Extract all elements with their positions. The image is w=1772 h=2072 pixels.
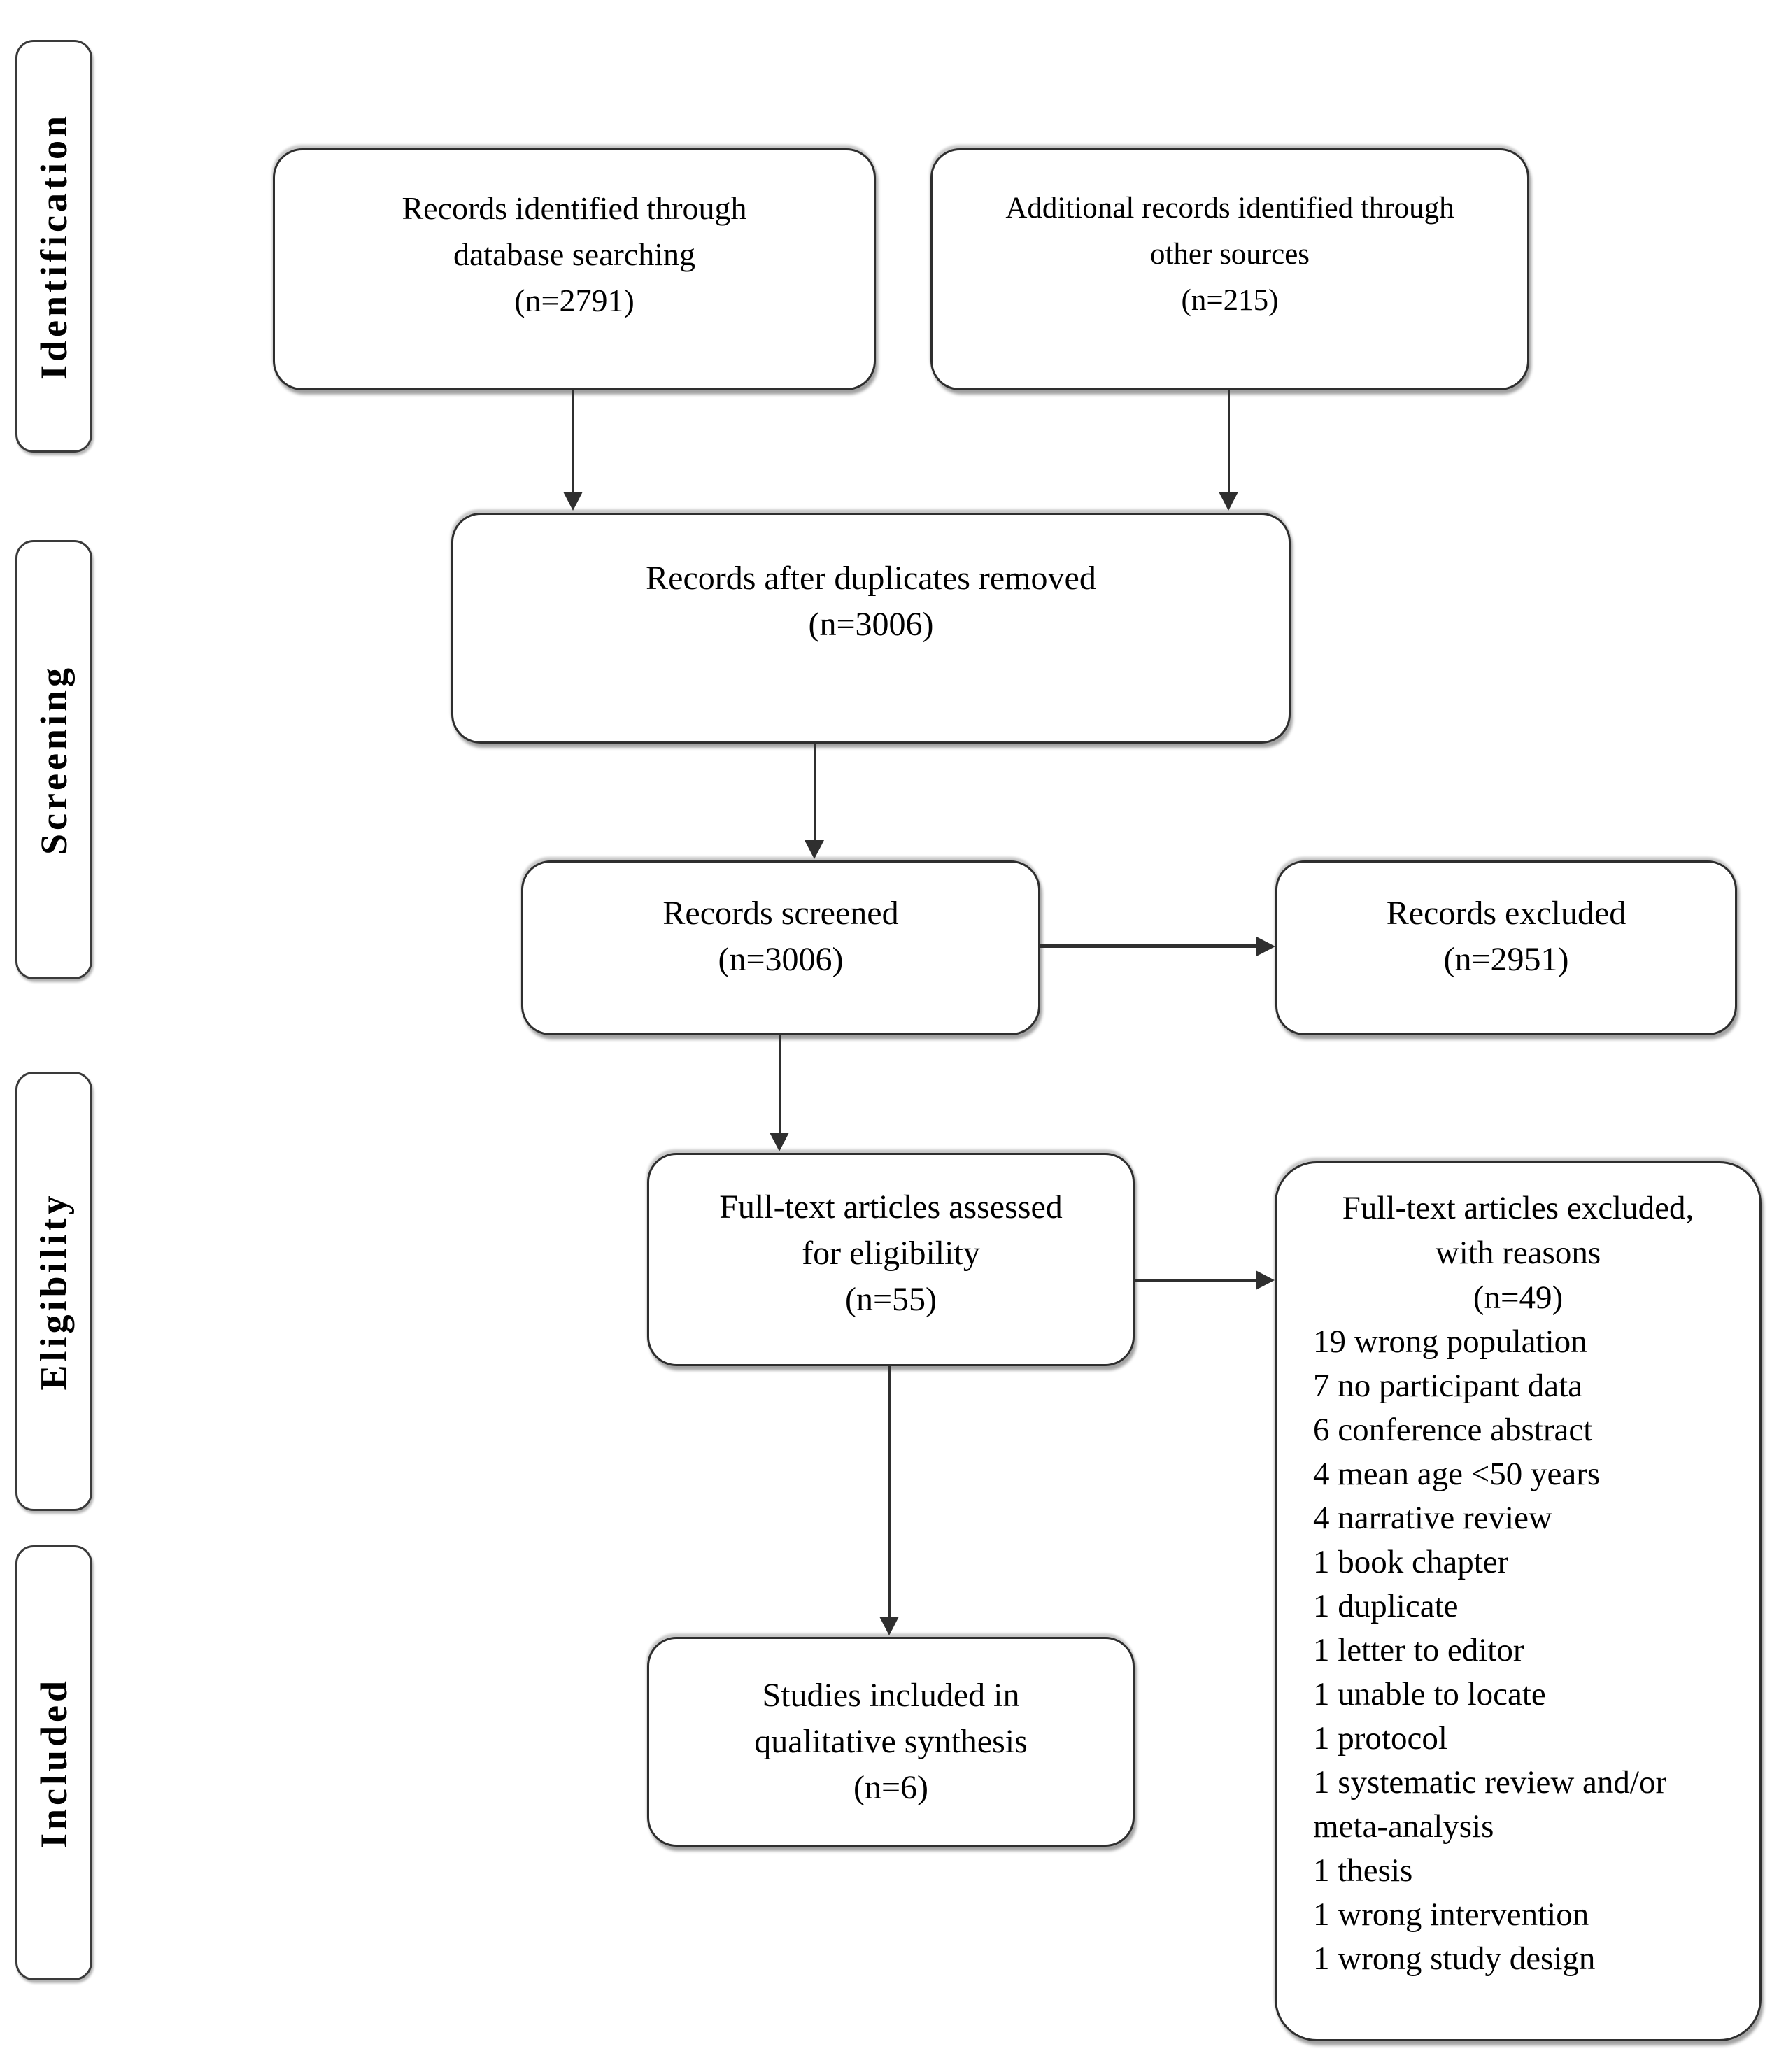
box-fulltext-assessed-line1: Full-text articles assessed	[719, 1188, 1063, 1226]
exclusion-reason: 1 book chapter	[1313, 1544, 1509, 1580]
stage-label-included: Included	[33, 1677, 75, 1849]
box-records-excluded-line1: Records excluded	[1386, 895, 1626, 932]
box-fulltext-assessed-line2: for eligibility	[802, 1235, 980, 1272]
box-fulltext-assessed	[647, 1153, 1135, 1366]
box-additional-records-line1: Additional records identified through	[1005, 192, 1454, 225]
exclusion-reason: 1 protocol	[1313, 1720, 1447, 1757]
exclusion-reason: 1 duplicate	[1313, 1588, 1459, 1624]
arrow-fulltext-to-reasons-head	[1256, 1270, 1275, 1290]
exclusion-reason: 4 mean age <50 years	[1313, 1456, 1601, 1492]
stage-box-eligibility	[15, 1072, 92, 1511]
box-fulltext-excluded	[1275, 1161, 1762, 2041]
arrow-fulltext-to-included-head	[879, 1617, 899, 1635]
arrow-identified-to-dedup-line	[572, 390, 574, 492]
box-duplicates-removed-line1: Records after duplicates removed	[646, 560, 1096, 597]
exclusion-reason: 1 letter to editor	[1313, 1632, 1524, 1668]
exclusion-reason: 7 no participant data	[1313, 1368, 1582, 1404]
fulltext-excluded-title-count: (n=49)	[1473, 1279, 1564, 1316]
exclusion-reason: 6 conference abstract	[1313, 1412, 1593, 1448]
box-records-identified	[273, 148, 876, 390]
exclusion-reason: 1 wrong study design	[1313, 1940, 1596, 1977]
stage-label-identification: Identification	[33, 112, 76, 381]
box-duplicates-removed	[451, 513, 1291, 744]
box-records-excluded	[1275, 860, 1737, 1035]
arrow-screened-to-excluded-line	[1040, 944, 1257, 948]
fulltext-excluded-title-line2: with reasons	[1435, 1235, 1601, 1271]
arrow-dedup-to-screened-head	[805, 840, 824, 859]
arrow-screened-to-excluded-head	[1256, 937, 1275, 956]
stage-box-screening	[15, 540, 92, 979]
arrow-fulltext-to-reasons-line	[1135, 1279, 1256, 1282]
fulltext-excluded-title-line1: Full-text articles excluded,	[1342, 1190, 1694, 1226]
exclusion-reason: 1 wrong intervention	[1313, 1896, 1589, 1933]
box-additional-records	[930, 148, 1529, 390]
box-studies-included-line1: Studies included in	[762, 1677, 1020, 1714]
box-records-screened	[521, 860, 1040, 1035]
arrow-additional-to-dedup-line	[1228, 390, 1230, 492]
exclusion-reason: 4 narrative review	[1313, 1500, 1552, 1536]
box-records-screened-count: (n=3006)	[718, 941, 844, 978]
box-studies-included-count: (n=6)	[853, 1769, 929, 1806]
box-records-identified-count: (n=2791)	[514, 283, 635, 318]
arrow-identified-to-dedup-head	[563, 492, 583, 511]
box-duplicates-removed-count: (n=3006)	[808, 606, 934, 643]
exclusion-reason: 19 wrong population	[1313, 1324, 1587, 1360]
arrow-dedup-to-screened-line	[814, 744, 816, 842]
arrow-fulltext-to-included-line	[888, 1366, 891, 1618]
arrow-screened-to-fulltext-head	[770, 1133, 789, 1151]
stage-box-identification	[15, 40, 92, 453]
fulltext-excluded-reasons-list	[1277, 1320, 1759, 1981]
arrow-screened-to-fulltext-line	[779, 1035, 781, 1135]
box-records-screened-line1: Records screened	[662, 895, 899, 932]
box-additional-records-count: (n=215)	[1181, 284, 1279, 317]
stage-label-eligibility: Eligibility	[33, 1192, 75, 1391]
exclusion-reason: 1 unable to locate	[1313, 1676, 1546, 1712]
box-records-excluded-count: (n=2951)	[1443, 941, 1569, 978]
fulltext-excluded-title	[1277, 1186, 1759, 1320]
box-fulltext-assessed-count: (n=55)	[844, 1281, 937, 1318]
box-studies-included	[647, 1637, 1135, 1847]
box-records-identified-line2: database searching	[453, 236, 696, 272]
exclusion-reason: 1 thesis	[1313, 1852, 1413, 1889]
stage-box-included	[15, 1545, 92, 1980]
stage-label-screening: Screening	[33, 665, 75, 855]
box-records-identified-line1: Records identified through	[402, 190, 747, 226]
box-additional-records-line2: other sources	[1149, 238, 1310, 271]
exclusion-reason: 1 systematic review and/or meta-analysis	[1313, 1764, 1667, 1845]
box-studies-included-line2: qualitative synthesis	[754, 1723, 1028, 1760]
arrow-additional-to-dedup-head	[1219, 492, 1238, 511]
